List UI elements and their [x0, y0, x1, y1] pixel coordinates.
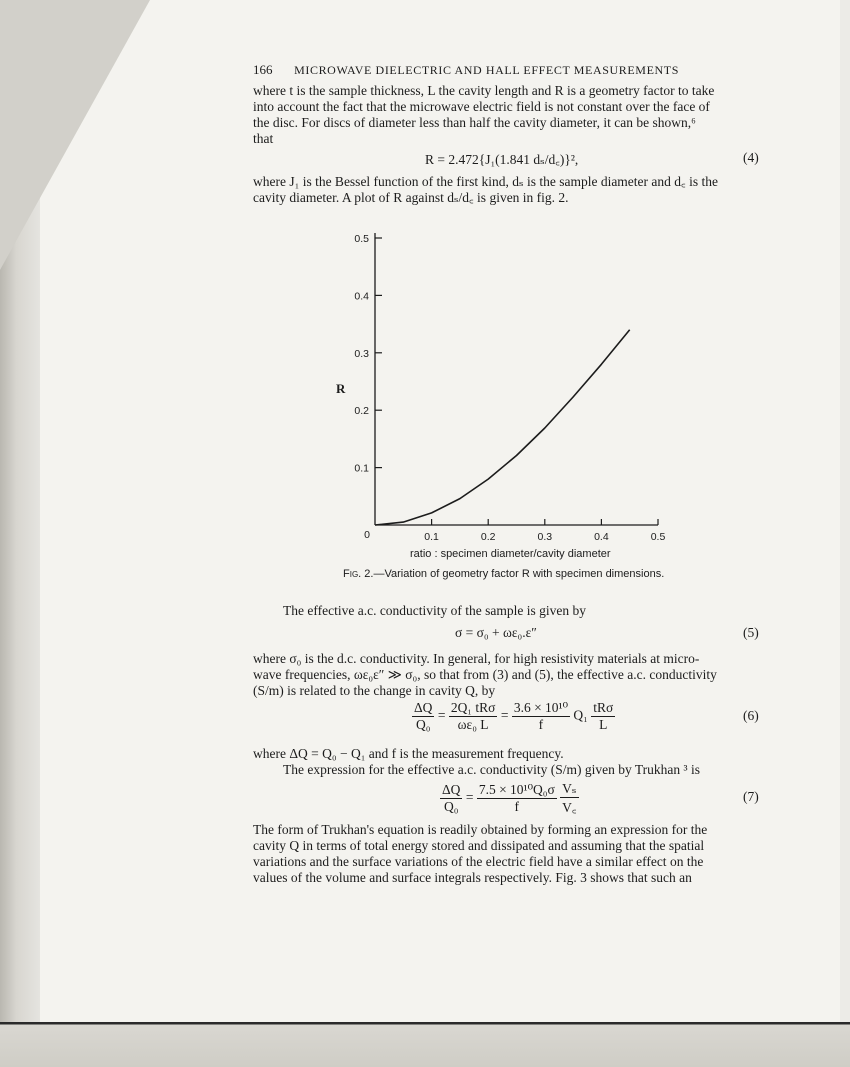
equation-6-lhs [412, 700, 434, 733]
fraction-numerator: 7.5 × 10¹⁰Q₀σ [478, 782, 555, 797]
paragraph-5 [253, 746, 763, 778]
page-number: 166 [253, 62, 273, 77]
text-line: (S/m) is related to the change in cavity Q, by [253, 683, 496, 698]
equation-7-rhs [477, 782, 557, 815]
chart-curve [375, 330, 630, 525]
figure-caption [343, 568, 664, 580]
x-tick-label: 0.4 [594, 531, 609, 543]
text-line: the disc. For discs of diameter less than half the cavity diameter, it can be shown,⁶ [253, 115, 696, 130]
text-line: where J₁ is the Bessel function of the first kind, dₛ is the sample diameter and d꜀ is the [253, 174, 718, 189]
y-tick-label: 0.4 [354, 290, 369, 303]
text-line: The expression for the effective a.c. conductivity (S/m) given by Trukhan ³ is [283, 762, 700, 777]
fraction-denominator: f [514, 799, 520, 814]
x-tick-label: 0.3 [537, 531, 553, 543]
text-line: where ΔQ = Q₀ − Q₁ and f is the measurement frequency. [253, 746, 564, 761]
fraction-denominator: Q₀ [415, 717, 431, 732]
paragraph-3: The effective a.c. conductivity of the sample is given by [283, 603, 587, 618]
equation-6: $\frac{\Delta Q}{\text{Q₀}}$ = $\frac{\text{2Q₁ tRσ}}{\text{ωε₀ L}}$ = $\frac{\text{3.6 × 10¹⁰}}{f}$ Q₁ $\frac{\text{tRσ}}{L}$ [414, 700, 614, 732]
fraction-denominator: Q₀ [443, 799, 459, 814]
equation-6-tail [591, 700, 615, 733]
text-line: cavity Q in terms of total energy stored and dissipated and assuming that the spatial [253, 838, 705, 853]
fraction-numerator: tRσ [593, 700, 614, 715]
x-tick-label: 0.5 [650, 531, 666, 543]
text-line: into account the fact that the microwave electric field is not constant over the face of [253, 99, 710, 114]
caption-prefix: Fig. 2. [343, 568, 374, 580]
fraction-numerator: ΔQ [442, 782, 461, 797]
equation-7-volume-ratio [560, 781, 578, 816]
y-tick-label: 0.5 [354, 233, 369, 245]
text-line: wave frequencies, ωε₀ε″ ≫ σ₀, so that from (3) and (5), the effective a.c. conductivity [253, 667, 717, 682]
equation-6-factor: Q₁ [573, 707, 588, 723]
y-axis-label: R [336, 381, 346, 396]
y-tick-label: 0.1 [354, 462, 369, 475]
x-axis-label: ratio : specimen diameter/cavity diameter [410, 548, 611, 560]
equation-7-number: (7) [743, 789, 759, 804]
text-line: values of the volume and surface integrals respectively. Fig. 3 shows that such an [253, 870, 692, 885]
fraction-numerator: 2Q₁ tRσ [450, 700, 496, 715]
fraction-denominator: f [538, 717, 544, 732]
fraction-denominator: V꜀ [562, 800, 577, 815]
equation-5: σ = σ₀ + ωε₀.ε″ [455, 625, 537, 640]
text-line: cavity diameter. A plot of R against dₛ/d꜀ is given in fig. 2. [253, 190, 569, 205]
text-line: where σ₀ is the d.c. conductivity. In general, for high resistivity materials at micro- [253, 651, 700, 666]
fraction-numerator: 3.6 × 10¹⁰ [513, 700, 569, 715]
fraction-numerator: Vₛ [560, 781, 578, 798]
equation-5-number: (5) [743, 625, 759, 640]
equation-4: R = 2.472{J₁(1.841 dₛ/d꜀)}², [425, 152, 579, 167]
equation-6-middle [449, 700, 498, 733]
text-line: variations and the surface variations of the electric field have a similar effect on the [253, 854, 704, 869]
equation-6-rhs [512, 700, 570, 733]
chart-ticks [354, 233, 665, 543]
running-title: MICROWAVE DIELECTRIC AND HALL EFFECT MEASUREMENTS [294, 63, 679, 77]
text-line: that [253, 131, 274, 146]
y-tick-label: 0.2 [354, 405, 369, 418]
equation-7: $\frac{\Delta Q}{\text{Q₀}}$ = $\frac{\text{7.5 × 10¹⁰Q₀σ}}{f}$ $\frac{\text{Vₛ}}{V꜀}$ [442, 781, 577, 815]
origin-label: 0 [364, 529, 370, 541]
paragraph-4 [253, 651, 763, 699]
paragraph-6 [253, 822, 763, 886]
fraction-denominator: L [599, 717, 608, 732]
equation-6-number: (6) [743, 708, 759, 723]
equation-4-number: (4) [743, 150, 759, 165]
fraction-denominator: ωε₀ L [457, 717, 489, 732]
text-line: where t is the sample thickness, L the cavity length and R is a geometry factor to take [253, 83, 715, 98]
x-tick-label: 0.1 [424, 531, 439, 543]
equation-7-lhs [440, 782, 462, 815]
x-tick-label: 0.2 [480, 531, 496, 543]
series-line [375, 330, 630, 525]
y-tick-label: 0.3 [354, 347, 369, 360]
chart-axes [375, 233, 658, 525]
caption-text: —Variation of geometry factor R with specimen dimensions. [373, 568, 665, 580]
fraction-numerator: ΔQ [414, 700, 433, 715]
text-line: The form of Trukhan's equation is readily obtained by forming an expression for the [253, 822, 708, 837]
